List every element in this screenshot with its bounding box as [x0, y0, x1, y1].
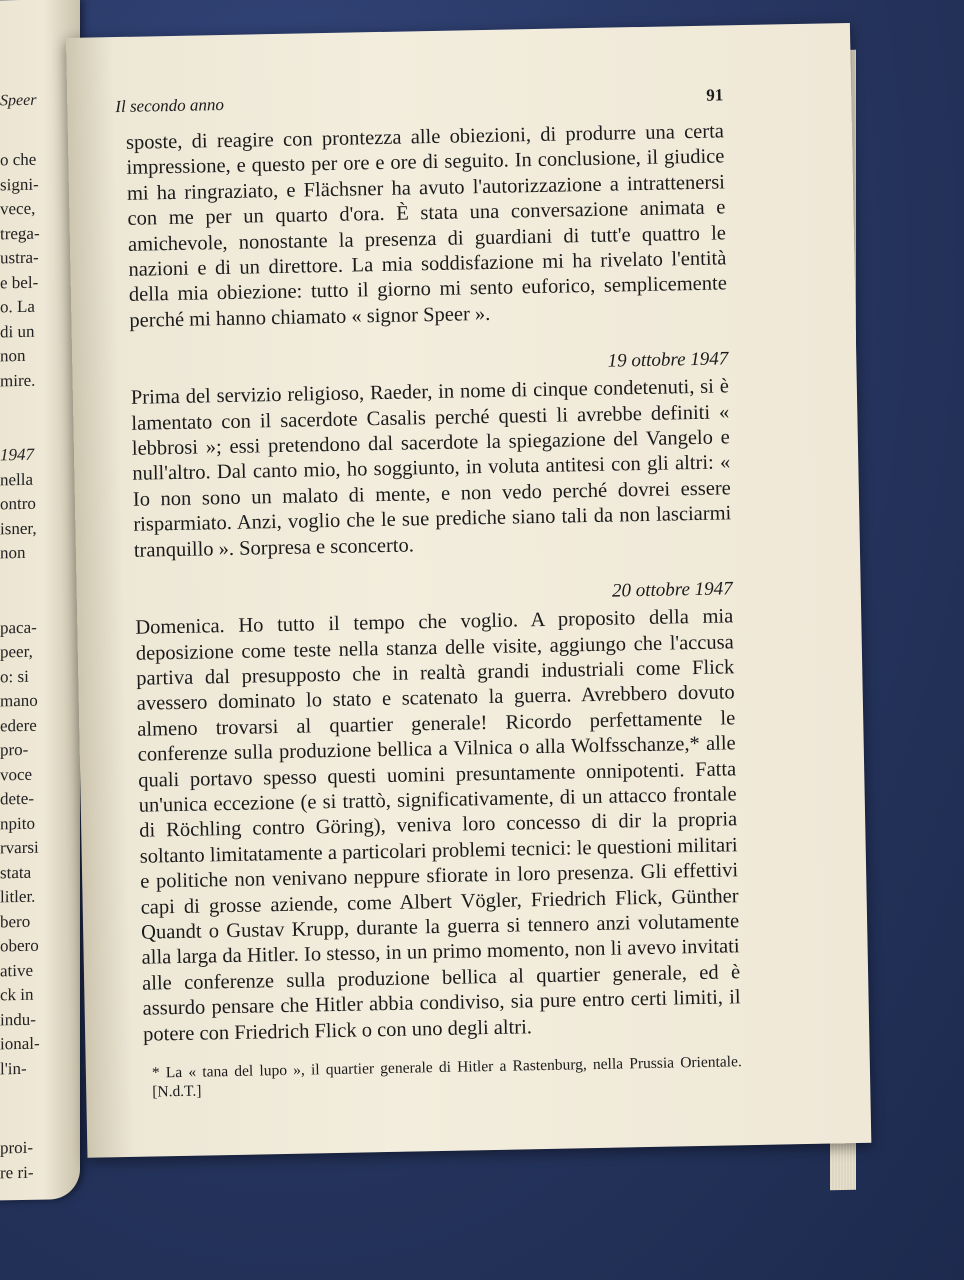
left-page-line-fragment: pro- — [0, 739, 29, 760]
left-page-line-fragment: l'in- — [0, 1058, 27, 1078]
left-page-line-fragment: edere — [0, 715, 37, 735]
left-page-line-fragment: vece, — [0, 198, 36, 219]
page-number: 91 — [706, 85, 724, 105]
left-page-running-head: Speer — [0, 91, 37, 110]
left-page-line-fragment: mire. — [0, 370, 36, 390]
left-page-line-fragment: isner, — [0, 518, 37, 538]
left-page-line-fragment: voce — [0, 764, 33, 784]
left-page-line-fragment: re ri- — [0, 1162, 34, 1182]
left-page-line-fragment: paca- — [0, 617, 37, 637]
left-page-line-fragment: mano — [0, 690, 38, 711]
left-page-line-fragment: obero — [0, 935, 39, 956]
left-page-line-fragment: 1947 — [0, 444, 34, 465]
left-page-line-fragment: ional- — [0, 1033, 40, 1054]
left-page-line-fragment: peer, — [0, 641, 33, 662]
left-page-line-fragment: ck in — [0, 984, 34, 1005]
page-content — [115, 85, 742, 1101]
left-page-line-fragment: ative — [0, 960, 34, 980]
entry-date: 20 ottobre 1947 — [611, 578, 733, 602]
left-page-line-fragment: di un — [0, 321, 35, 341]
left-page-line-fragment: stata — [0, 862, 32, 882]
left-page-line-fragment: ustra- — [0, 247, 39, 268]
book-page — [66, 23, 871, 1158]
left-page-line-fragment: signi- — [0, 174, 39, 194]
left-page-line-fragment: trega- — [0, 223, 40, 243]
left-page-line-fragment: dete- — [0, 788, 34, 809]
left-page-line-fragment: non — [0, 542, 26, 563]
left-page-line-fragment: npito — [0, 813, 35, 833]
left-page-line-fragment: indu- — [0, 1009, 36, 1029]
left-page-line-fragment: o: si — [0, 666, 29, 686]
left-page-line-fragment: bero — [0, 911, 31, 931]
left-page-line-fragment: o che — [0, 149, 37, 170]
left-page-line-fragment: litler. — [0, 886, 36, 907]
left-page-line-fragment: o. La — [0, 296, 35, 317]
footnote: * La « tana del lupo », il quartier generale di Hitler a Rastenburg, nella Prussia Orientale. [N.d.T.] — [151, 1053, 742, 1101]
running-head: Il secondo anno — [115, 94, 225, 117]
left-page-line-fragment: rvarsi — [0, 837, 39, 858]
left-page-line-fragment: nella — [0, 469, 34, 489]
left-page-line-fragment: proi- — [0, 1137, 34, 1158]
left-page-line-fragment: non — [0, 345, 26, 366]
entry-text: Prima del servizio religioso, Raeder, in nome di cinque condetenuti, si è lamentato con il sacerdote Casalis perché questi li avrebbe definiti « lebbrosi »; essi pretendono dal sacerdote la spiegazione del Vangelo e null'altro. Dal canto mio, ho soggiunto, in voluta antitesi con gli altri: « Io non sono un malato di mente, e non vedo perché dovrei essere risparmiato. Anzi, voglio che le sue prediche siano tali da non lasciarmi tranquillo ». Sorpresa e sconcerto. — [130, 375, 732, 562]
entry-date: 19 ottobre 1947 — [607, 348, 729, 372]
left-page-line-fragment: e bel- — [0, 272, 39, 292]
entry-text: Domenica. Ho tutto il tempo che voglio. A proposito della mia deposizione come teste nella stanza delle visite, aggiungo che l'accusa partiva dal presupposto che in realtà grandi industriali come Flick avessero dominato lo stato e scatenato la guerra. Avrebbero dovuto almeno trovarsi al quartier generale! Ricordo perfettamente le conferenze sulla produzione bellica a Vilnica o alla Wolfsschanze,* alle quali portavo spesso questi uomini presuntamente onnipotenti. Fatta un'unica eccezione (e si trattò, significativamente, di un attacco frontale di Röchling contro Göring), veniva loro concesso di dir la propria soltanto limitatamente a particolari problemi tecnici: le questioni militari e politiche non venivano neppure sfiorate in loro presenza. Gli effettivi capi di grosse aziende, come Albert Vögler, Friedrich Flick, Günther Quandt o Gustav Krupp, durante la guerra si tennero anzi volutamente alla larga da Hitler. Io stesso, in un primo momento, non li avevo invitati alle conferenze sulla produzione bellica al quartier generale, ed è assurdo pensare che Hitler abbia condiviso, sia pure entro certi limiti, il potere con Friedrich Flick o con uno degli altri. — [135, 605, 741, 1046]
paragraph-continued: sposte, di reagire con prontezza alle obiezioni, di produrre una certa impressione, e questo per ore e ore di seguito. In conclusione, il giudice mi ha ringraziato, e Flächsner ha avuto l'autorizzazione a intrattenersi con me per un quarto d'ora. È stata una conversazione animata e amichevole, nonostante la presenza di guardiani di tutt'e quattro le nazioni e di un direttore. La mia soddisfazione mi ha rivelato l'entità della mia obiezione: tutto il giorno mi sento euforico, semplicemente perché mi hanno chiamato « signor Speer ». — [125, 120, 728, 332]
left-page-line-fragment: ontro — [0, 493, 36, 514]
